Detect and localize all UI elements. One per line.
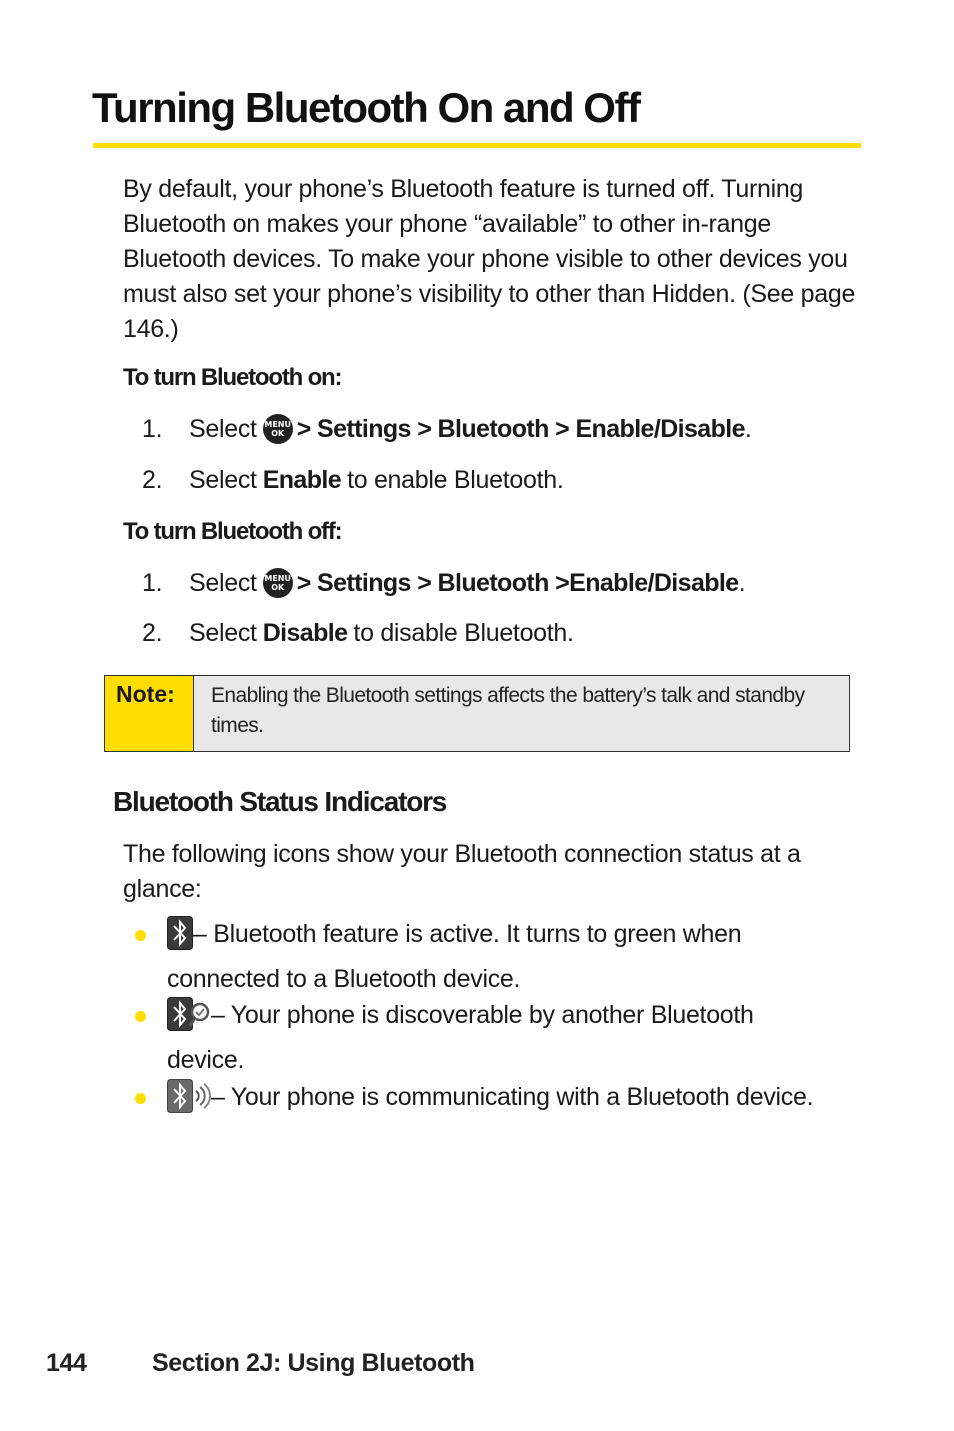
- turn-on-heading: To turn Bluetooth on:: [123, 364, 342, 391]
- step-verb: Select: [189, 414, 257, 443]
- bullet-dot: [135, 1011, 146, 1022]
- bluetooth-discoverable-icon: [167, 997, 211, 1042]
- turn-off-heading: To turn Bluetooth off:: [123, 518, 342, 545]
- section-title: Section 2J: Using Bluetooth: [152, 1349, 475, 1377]
- note-box: [104, 675, 850, 752]
- menu-path: > Settings > Bluetooth >Enable/Disable: [296, 568, 739, 597]
- step-number: 1.: [142, 568, 163, 597]
- status-text: – Your phone is communicating with a Bluetooth device.: [211, 1083, 814, 1111]
- step-verb: Select: [189, 619, 257, 647]
- page-number: 144: [46, 1349, 87, 1377]
- turn-on-step-1: 1. Select MENU OK > Settings > Bluetooth > Enable/Disable .: [142, 414, 752, 443]
- option-label: Enable: [262, 466, 342, 494]
- menu-ok-key-icon: MENU OK: [263, 414, 293, 444]
- list-item: [135, 1079, 835, 1124]
- turn-off-step-2: [142, 619, 862, 648]
- menu-ok-key-icon: MENU OK: [263, 568, 293, 598]
- status-intro: The following icons show your Bluetooth connection status at a glance:: [123, 840, 801, 903]
- turn-on-step-2: [142, 466, 862, 495]
- list-item: [135, 916, 835, 998]
- bluetooth-communicating-icon: [167, 1079, 211, 1124]
- page-title: Turning Bluetooth On and Off: [92, 84, 640, 131]
- turn-off-step-1: 1. Select MENU OK > Settings > Bluetooth >Enable/Disable .: [142, 568, 746, 597]
- step-verb: Select: [189, 466, 257, 494]
- title-underline: [93, 143, 861, 148]
- note-text: Enabling the Bluetooth settings affects the battery’s talk and standby times.: [211, 684, 805, 737]
- note-label: Note:: [105, 676, 194, 751]
- option-label: Disable: [262, 619, 348, 647]
- status-text: – Your phone is discoverable by another Bluetooth device.: [167, 1001, 754, 1074]
- step-text: to disable Bluetooth.: [353, 619, 574, 647]
- step-number: 1.: [142, 414, 163, 443]
- intro-paragraph: By default, your phone’s Bluetooth feature is turned off. Turning Bluetooth on makes your phone “available” to other in-range Bluetooth devices. To make your phone visible to other devices you must also set your phone’s visibility to other than Hidden. (See page 146.): [123, 175, 856, 343]
- bluetooth-active-icon: [167, 916, 193, 961]
- step-number: 2.: [142, 466, 163, 494]
- step-text: to enable Bluetooth.: [347, 466, 564, 494]
- bullet-dot: [135, 930, 146, 941]
- step-verb: Select: [189, 568, 257, 597]
- status-indicators-heading: Bluetooth Status Indicators: [113, 786, 447, 817]
- menu-path: > Settings > Bluetooth > Enable/Disable: [296, 414, 745, 443]
- status-text: – Bluetooth feature is active. It turns to green when connected to a Bluetooth device.: [167, 920, 742, 993]
- step-number: 2.: [142, 619, 163, 647]
- bullet-dot: [135, 1093, 146, 1104]
- list-item: [135, 997, 835, 1079]
